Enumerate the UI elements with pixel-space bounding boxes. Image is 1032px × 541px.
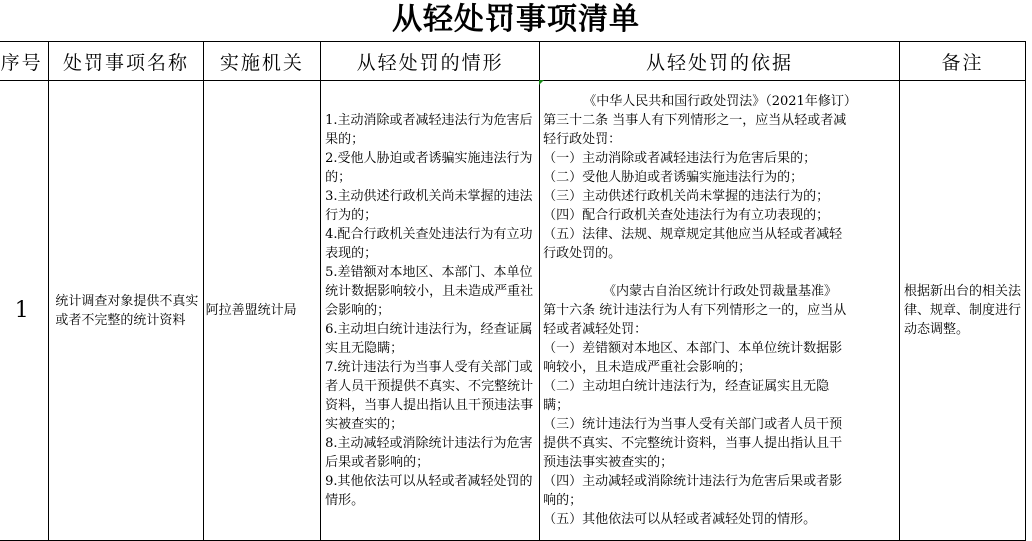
situation-item: 4.配合行政机关查处违法行为有立功表现的； — [325, 227, 533, 261]
cell-remarks: 根据新出台的相关法律、规章、制度进行动态调整。 — [899, 81, 1025, 541]
law2-line: 提供不真实、不完整统计资料，当事人提出指认且干 — [543, 436, 843, 451]
header-no: 序号 — [0, 42, 49, 81]
law2-line: （四）主动减轻或消除统计违法行为危害后果或者影 — [543, 474, 843, 489]
law2-title: 《内蒙古自治区统计行政处罚裁量基准》 — [603, 284, 838, 299]
situation-item: 1.主动消除或者减轻违法行为危害后果的； — [325, 113, 533, 147]
situation-item: 3.主动供述行政机关尚未掌握的违法行为的； — [325, 189, 533, 223]
situation-item: 2.受他人胁迫或者诱骗实施违法行为的； — [325, 151, 533, 185]
page-title: 从轻处罚事项清单 — [392, 2, 640, 37]
law1-line: 行政处罚的。 — [543, 246, 622, 261]
header-basis: 从轻处罚的依据 — [540, 42, 900, 81]
header-row — [0, 42, 1026, 81]
table-row — [0, 81, 1026, 541]
header-situations: 从轻处罚的情形 — [321, 42, 540, 81]
law2-line: （一）差错额对本地区、本部门、本单位统计数据影 — [543, 341, 843, 356]
law1-line: 轻行政处罚： — [543, 132, 622, 147]
comment-marker — [539, 80, 544, 85]
law1-line: （四）配合行政机关查处违法行为有立功表现的； — [543, 208, 830, 223]
situation-item: 5.差错额对本地区、本部门、本单位统计数据影响较小，且未造成严重社会影响的； — [325, 265, 534, 318]
cell-situations — [321, 81, 540, 541]
law2-line: 响较小，且未造成严重社会影响的； — [543, 360, 752, 375]
law2-line: 预违法事实被查实的； — [543, 455, 674, 470]
law1-line: （一）主动消除或者减轻违法行为危害后果的； — [543, 151, 817, 166]
cell-agency: 阿拉善盟统计局 — [203, 81, 321, 541]
header-remarks: 备注 — [899, 42, 1025, 81]
law2-line: （三）统计违法行为当事人受有关部门或者人员干预 — [543, 417, 843, 432]
law1-title: 《中华人民共和国行政处罚法》（2021年修订） — [583, 94, 857, 109]
law2-line: （五）其他依法可以从轻或者减轻处罚的情形。 — [543, 512, 817, 527]
header-agency: 实施机关 — [203, 42, 321, 81]
law1-line: （五）法律、法规、规章规定其他应当从轻或者减轻 — [543, 227, 843, 242]
law1-line: （三）主动供述行政机关尚未掌握的违法行为的； — [543, 189, 830, 204]
law2-line: 瞒； — [543, 398, 570, 413]
cell-item-name: 统计调查对象提供不真实或者不完整的统计资料 — [49, 81, 203, 541]
header-item-name: 处罚事项名称 — [49, 42, 203, 81]
law1-line: 第三十二条 当事人有下列情形之一，应当从轻或者减 — [543, 113, 847, 128]
situations-list — [325, 111, 537, 510]
law1-line: （二）受他人胁迫或者诱骗实施违法行为的； — [543, 170, 804, 185]
cell-basis — [540, 81, 900, 541]
law2-line: （二）主动坦白统计违法行为，经查证属实且无隐 — [543, 379, 830, 394]
law2-line: 第十六条 统计违法行为人有下列情形之一的，应当从 — [543, 303, 847, 318]
law2-line: 轻或者减轻处罚： — [543, 322, 648, 337]
situation-item: 7.统计违法行为当事人受有关部门或者人员干预提供不真实、不完整统计资料，当事人提出指认且干预违法事实被查实的； — [325, 360, 534, 432]
penalty-table — [0, 41, 1026, 541]
cell-no: 1 — [0, 81, 49, 541]
situation-item: 8.主动减轻或消除统计违法行为危害后果或者影响的； — [325, 436, 533, 470]
situation-item: 6.主动坦白统计违法行为，经查证属实且无隐瞒； — [325, 322, 533, 356]
situation-item: 9.其他依法可以从轻或者减轻处罚的情形。 — [325, 474, 533, 508]
law2-line: 响的； — [543, 493, 583, 508]
